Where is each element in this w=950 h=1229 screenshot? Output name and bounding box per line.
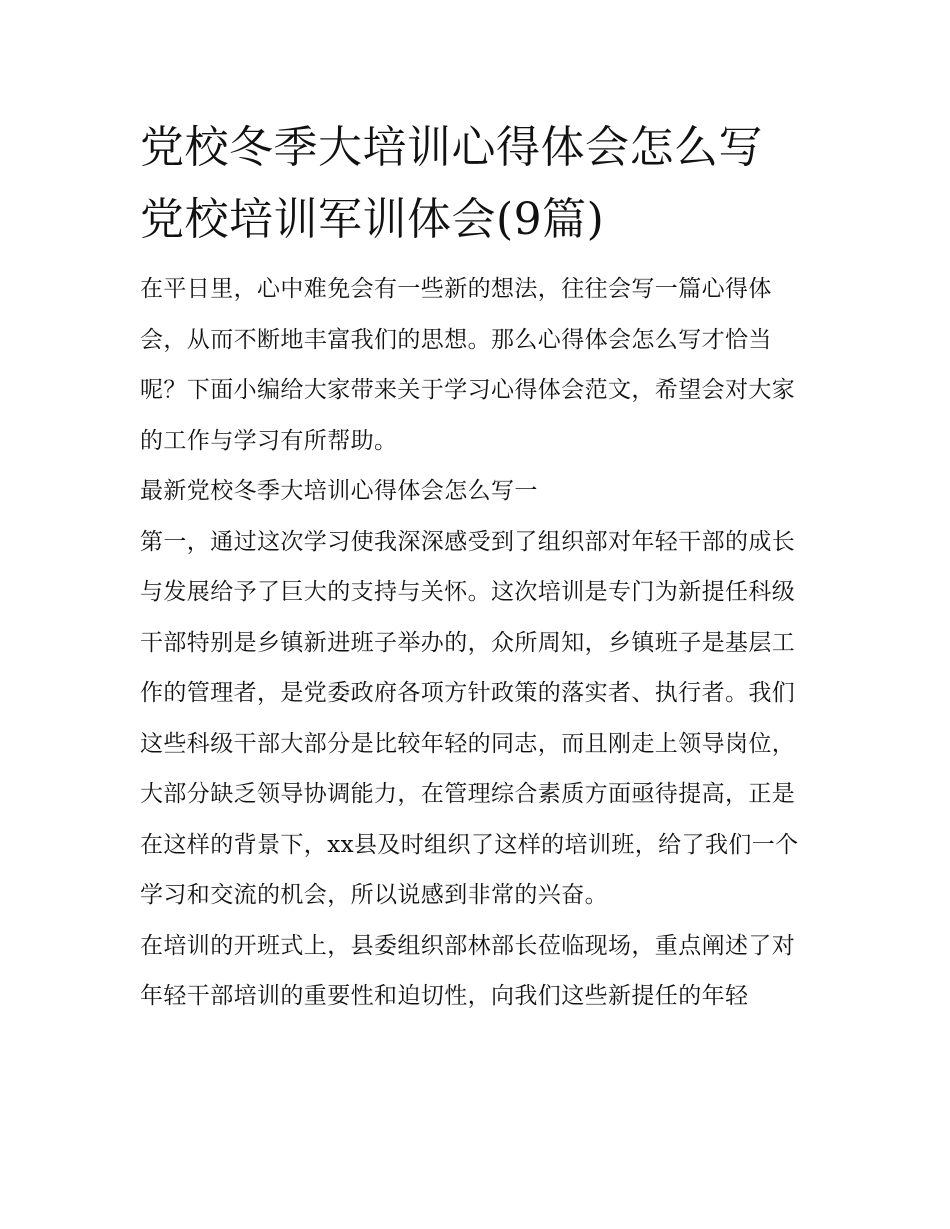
body-paragraph: 第一，通过这次学习使我深深感受到了组织部对年轻干部的成长与发展给予了巨大的支持与关怀。这次培训是专门为新提任科级干部特别是乡镇新进班子举办的，众所周知，乡镇班子是基层工作的管理者，是党委政府各项方针政策的落实者、执行者。我们这些科级干部大部分是比较年轻的同志，而且刚走上领导岗位，大部分缺乏领导协调能力，在管理综合素质方面亟待提高，正是在这样的背景下，xx县及时组织了这样的培训班，给了我们一个学习和交流的机会，所以说感到非常的兴奋。 [140,528,799,908]
body-paragraph: 在培训的开班式上，县委组织部林部长莅临现场，重点阐述了对年轻干部培训的重要性和迫切性，向我们这些新提任的年轻 [140,932,796,1009]
section-heading: 最新党校冬季大培训心得体会怎么写一 [140,478,538,504]
document-body [140,112,812,1022]
intro-paragraph: 在平日里，心中难免会有一些新的想法，往往会写一篇心得体会，从而不断地丰富我们的思想。那么心得体会怎么写才恰当呢？下面小编给大家带来关于学习心得体会范文，希望会对大家的工作与学习有所帮助。 [140,276,796,454]
document-title: 党校冬季大培训心得体会怎么写 党校培训军训体会(9篇) [140,122,763,245]
